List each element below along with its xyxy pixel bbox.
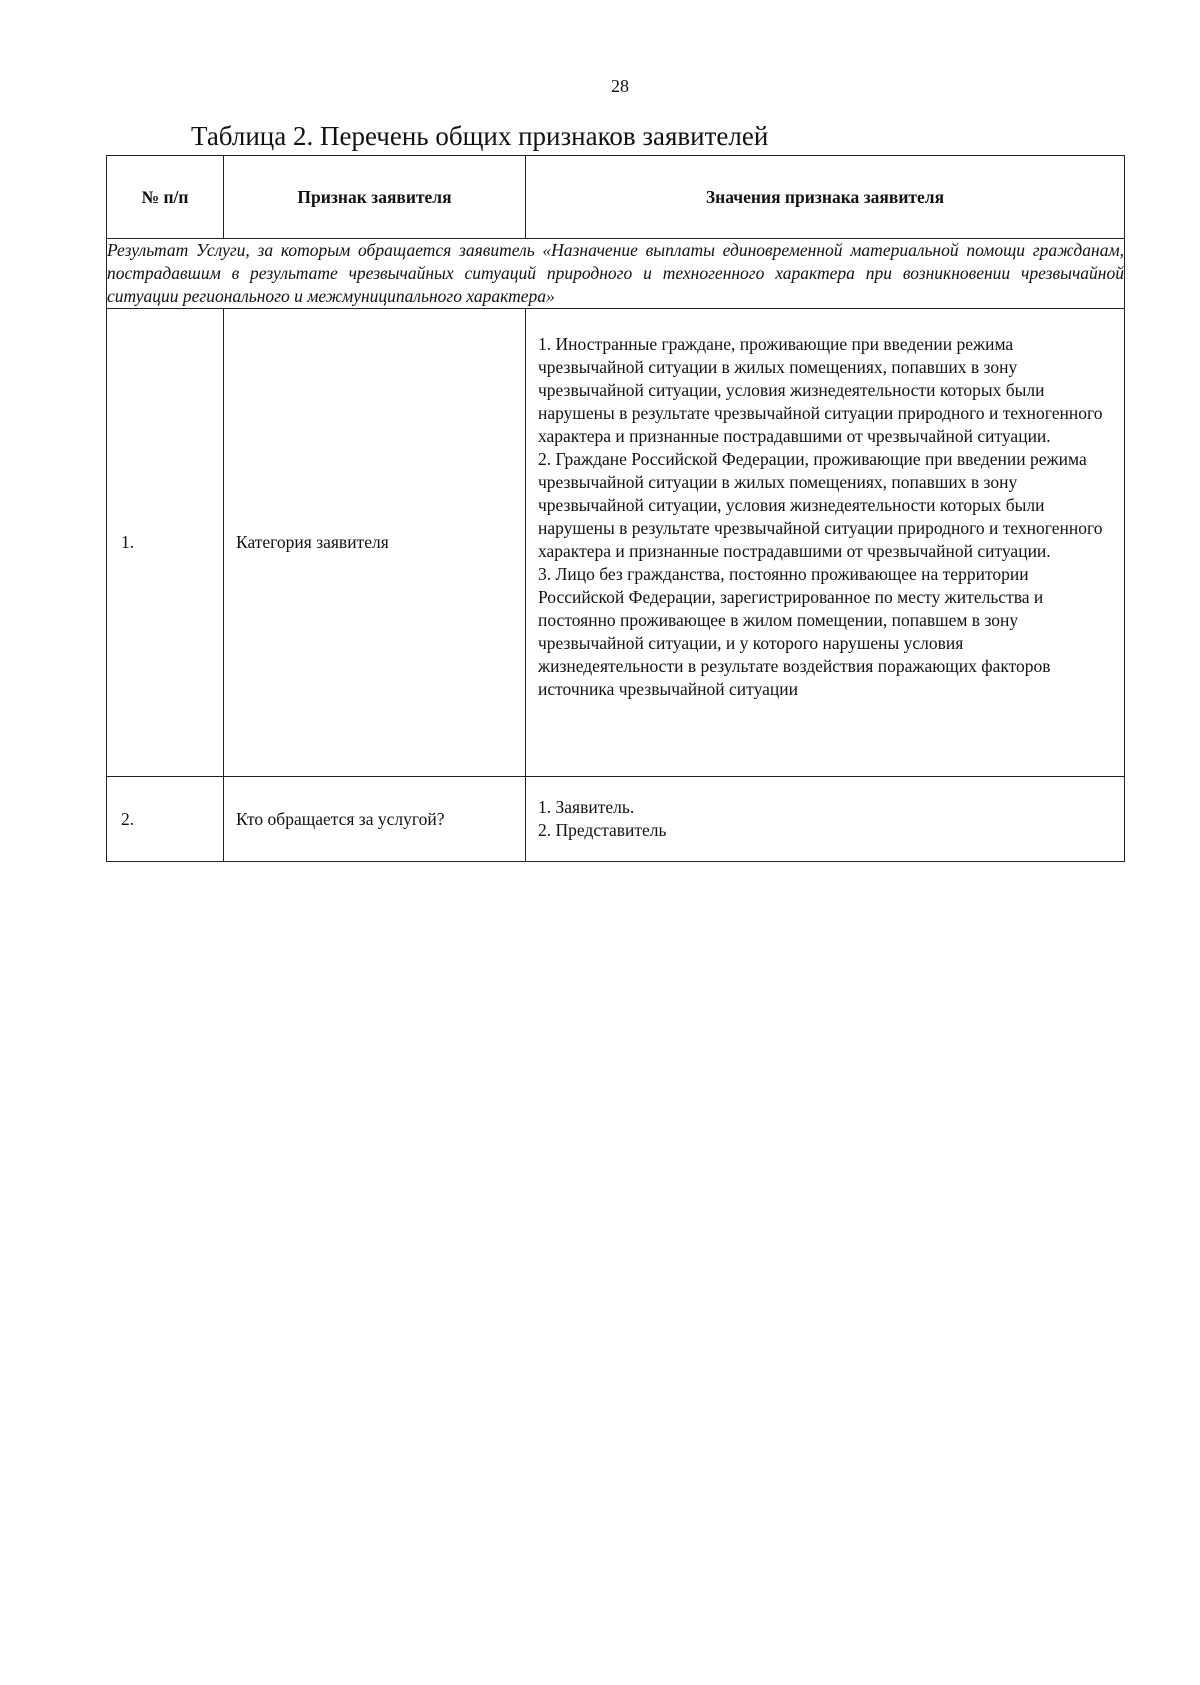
table-header-row — [107, 156, 1125, 239]
row-number: 2. — [107, 777, 224, 862]
row-attribute: Категория заявителя — [224, 309, 526, 777]
result-text: Результат Услуги, за которым обращается заявитель «Назначение выплаты единовременной материальной помощи гражданам, пострадавшим в результате чрезвычайных ситуаций природного и техногенного характера при возникновении чрезвычайной ситуации регионального и межмуниципального характера» — [107, 239, 1125, 309]
table-row — [107, 309, 1125, 777]
applicant-attributes-table — [106, 155, 1125, 862]
table-row — [107, 777, 1125, 862]
header-number: № п/п — [107, 156, 224, 239]
value-item: 3. Лицо без гражданства, постоянно проживающее на территории Российской Федерации, зарегистрированное по месту жительства и постоянно проживающее в жилом помещении, попавшем в зону чрезвычайной ситуации, и у которого нарушены условия жизнедеятельности в результате воздействия поражающих факторов источника чрезвычайной ситуации — [538, 564, 1051, 699]
value-item: 2. Граждане Российской Федерации, проживающие при введении режима чрезвычайной ситуации в жилых помещениях, попавших в зону чрезвычайной ситуации, условия жизнедеятельности которых были нарушены в результате чрезвычайной ситуации природного и техногенного характера и признанные пострадавшими от чрезвычайной ситуации. — [538, 449, 1103, 561]
header-attribute: Признак заявителя — [224, 156, 526, 239]
page-number: 28 — [611, 76, 629, 96]
row-number: 1. — [107, 309, 224, 777]
value-item: 1. Иностранные граждане, проживающие при введении режима чрезвычайной ситуации в жилых помещениях, попавших в зону чрезвычайной ситуации, условия жизнедеятельности которых были нарушены в результате чрезвычайной ситуации природного и техногенного характера и признанные пострадавшими от чрезвычайной ситуации. — [538, 334, 1103, 446]
row-attribute: Кто обращается за услугой? — [224, 777, 526, 862]
result-row — [107, 239, 1125, 309]
value-item: 1. Заявитель. — [538, 797, 635, 817]
header-values: Значения признака заявителя — [526, 156, 1125, 239]
row-values — [526, 777, 1125, 862]
row-values — [526, 309, 1125, 777]
value-item: 2. Представитель — [538, 820, 667, 840]
table-title: Таблица 2. Перечень общих признаков заявителей — [191, 121, 769, 151]
